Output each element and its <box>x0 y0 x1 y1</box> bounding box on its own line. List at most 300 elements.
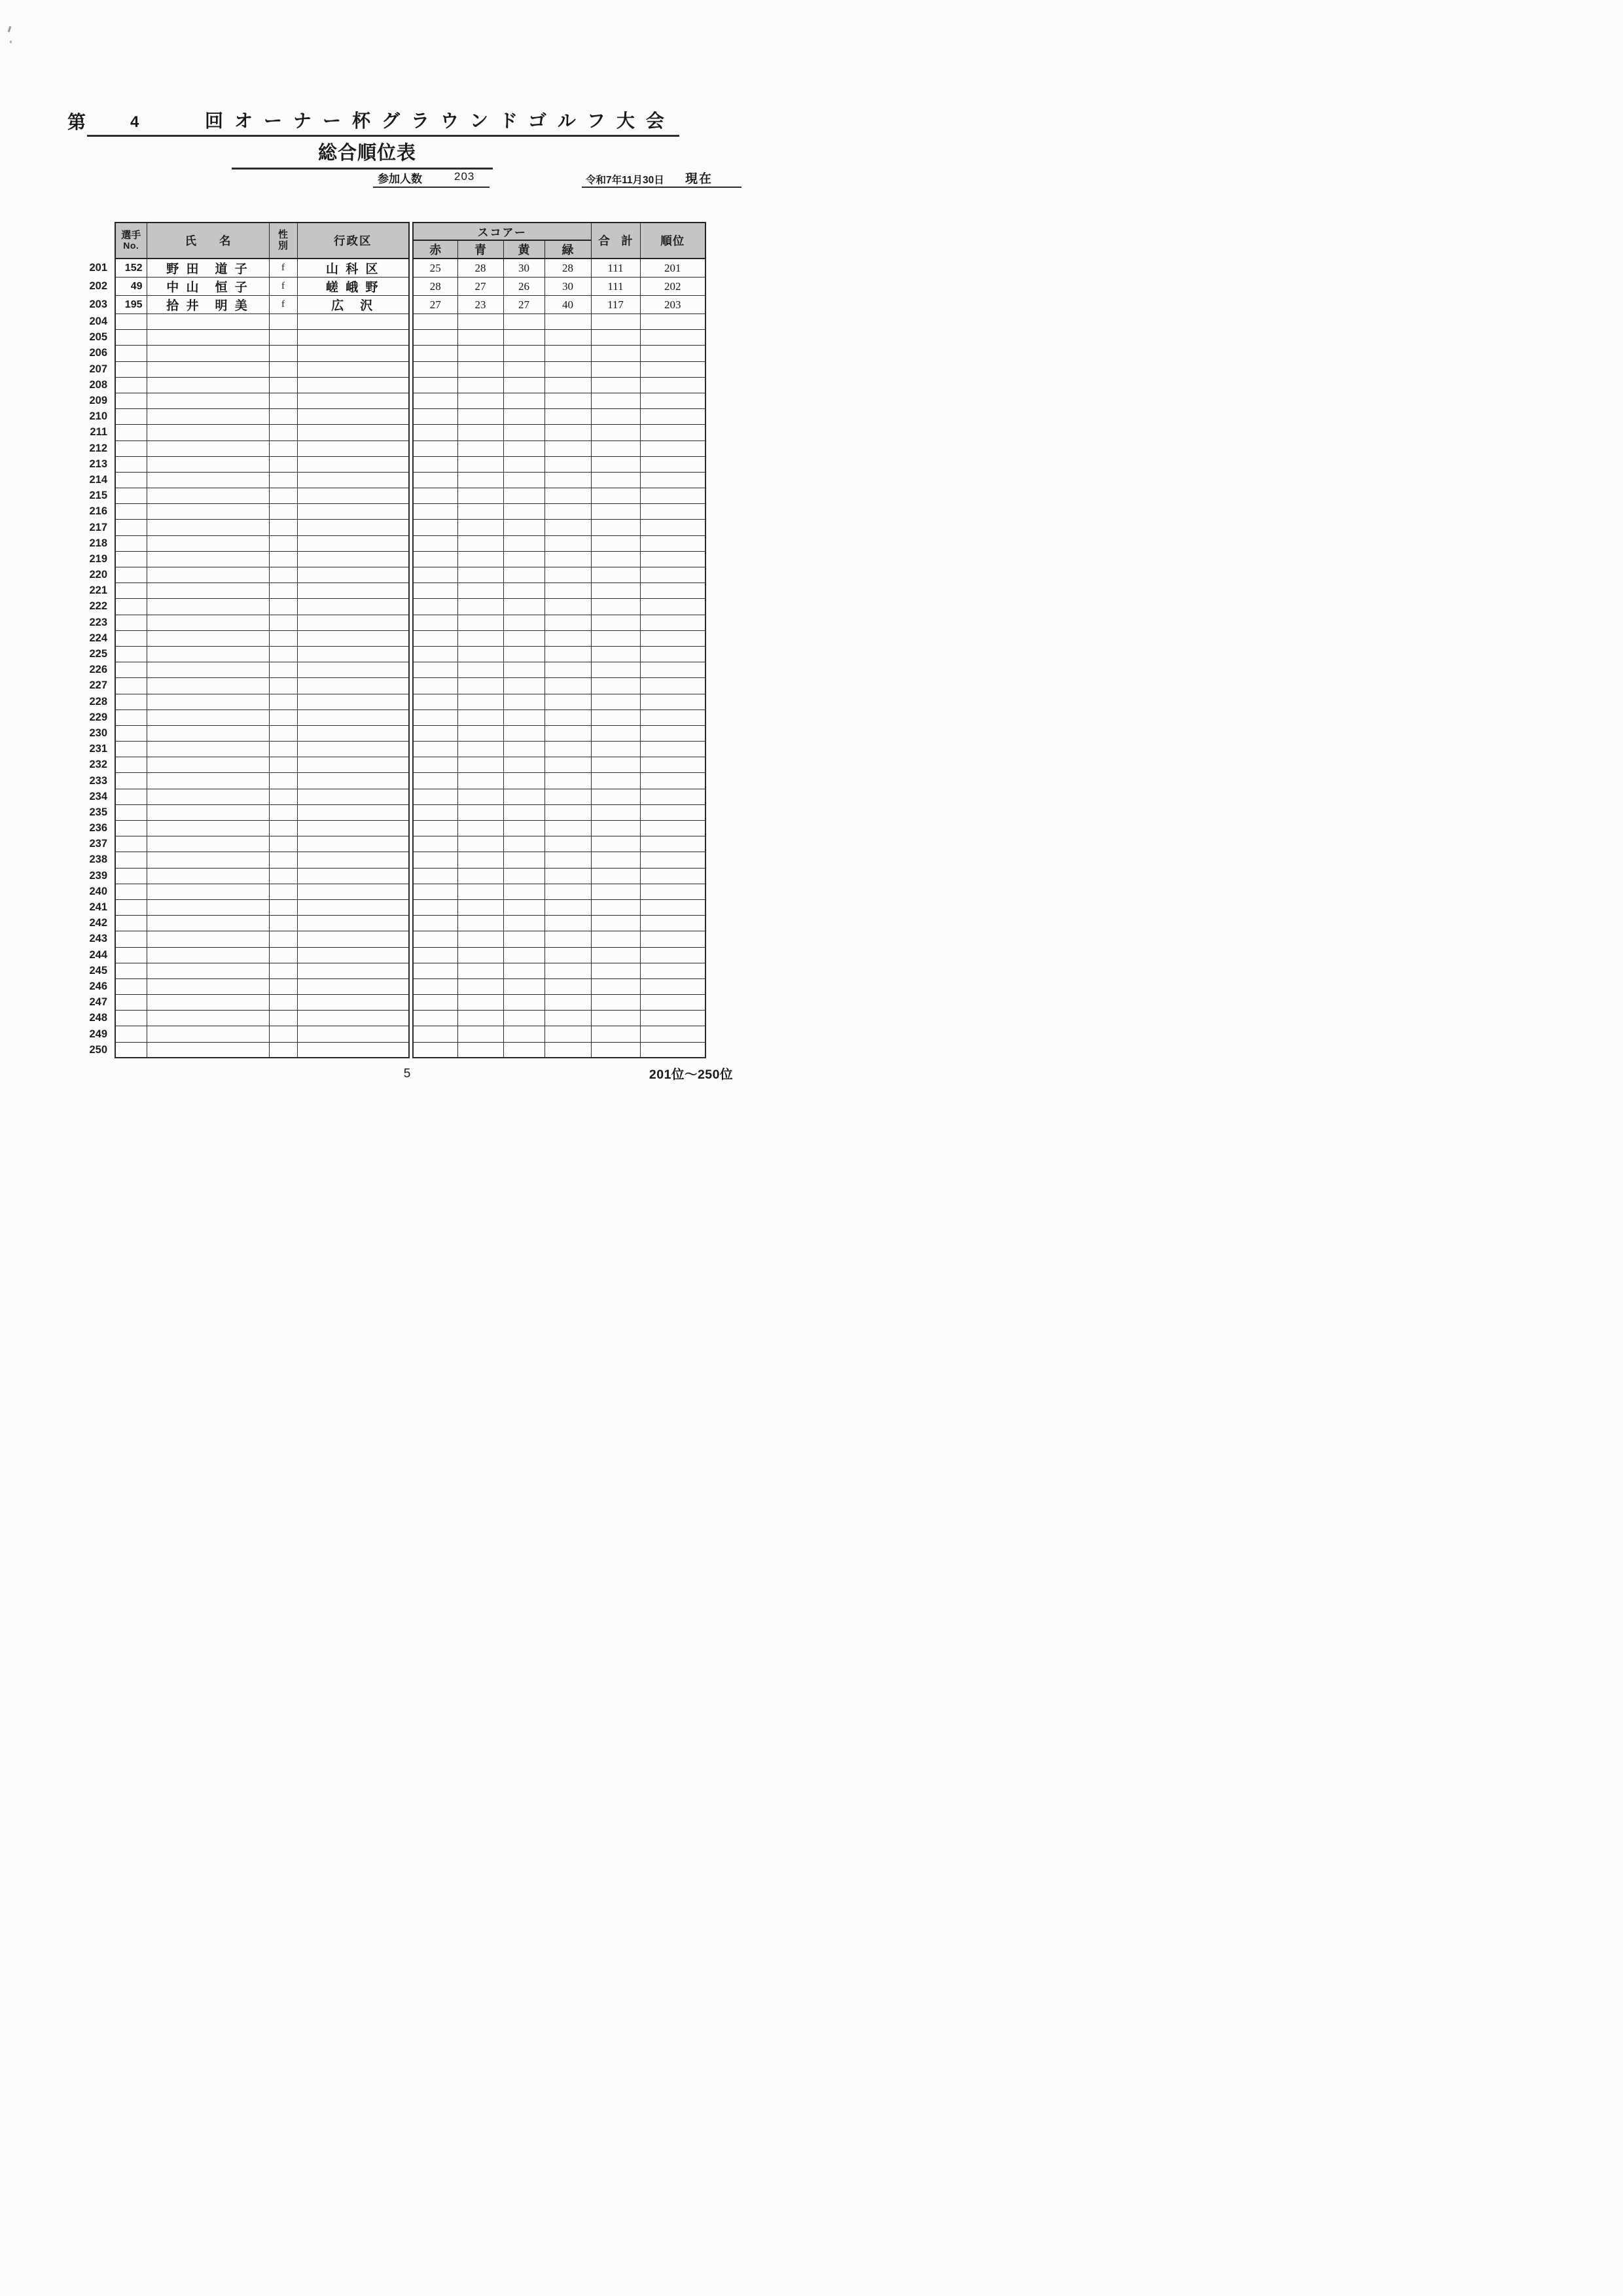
cell-name <box>147 488 269 504</box>
cell-score-blue <box>457 978 503 994</box>
cell-score-red <box>413 314 457 330</box>
cell-district: 山 科 区 <box>297 259 409 278</box>
cell-player-no <box>115 346 147 361</box>
table-row <box>79 409 705 425</box>
cell-name <box>147 931 269 947</box>
cell-name <box>147 583 269 599</box>
cell-total <box>591 868 640 884</box>
cell-player-no <box>115 472 147 488</box>
cell-name <box>147 884 269 899</box>
cell-rank <box>640 630 705 646</box>
cell-score-green <box>544 440 591 456</box>
cell-name <box>147 377 269 393</box>
cell-name <box>147 916 269 931</box>
cell-score-blue <box>457 409 503 425</box>
cell-player-no <box>115 1011 147 1026</box>
cell-score-blue <box>457 916 503 931</box>
cell-total <box>591 472 640 488</box>
cell-score-green <box>544 504 591 520</box>
cell-total <box>591 1026 640 1042</box>
cell-player-no <box>115 535 147 551</box>
cell-player-no <box>115 836 147 852</box>
cell-gender <box>269 409 297 425</box>
cell-name <box>147 836 269 852</box>
cell-total <box>591 931 640 947</box>
cell-score-green <box>544 742 591 757</box>
cell-rank <box>640 472 705 488</box>
cell-player-no <box>115 520 147 535</box>
cell-score-green <box>544 916 591 931</box>
row-number: 250 <box>89 1043 107 1056</box>
cell-score-blue <box>457 804 503 820</box>
cell-district <box>297 725 409 741</box>
cell-score-green <box>544 899 591 915</box>
cell-gender <box>269 789 297 804</box>
cell-rank <box>640 1026 705 1042</box>
cell-rank <box>640 821 705 836</box>
cell-score-green <box>544 535 591 551</box>
cell-rank <box>640 836 705 852</box>
cell-total <box>591 615 640 630</box>
cell-player-no <box>115 978 147 994</box>
cell-district <box>297 472 409 488</box>
col-header-player-no-line1: 選手 <box>121 229 141 241</box>
cell-score-red <box>413 821 457 836</box>
cell-score-red: 27 <box>413 296 457 314</box>
cell-name <box>147 821 269 836</box>
cell-gender <box>269 662 297 678</box>
col-header-player-no <box>115 223 147 259</box>
cell-score-green <box>544 630 591 646</box>
cell-player-no <box>115 789 147 804</box>
table-row <box>79 440 705 456</box>
cell-gender <box>269 377 297 393</box>
cell-score-green <box>544 852 591 868</box>
cell-gender <box>269 456 297 472</box>
cell-rank <box>640 995 705 1011</box>
cell-score-red <box>413 551 457 567</box>
cell-score-blue <box>457 773 503 789</box>
cell-total: 111 <box>591 259 640 278</box>
cell-score-red <box>413 615 457 630</box>
cell-score-red <box>413 678 457 694</box>
cell-district <box>297 377 409 393</box>
cell-score-red <box>413 393 457 408</box>
cell-score-red <box>413 330 457 346</box>
col-header-score-yellow: 黄 <box>503 240 544 259</box>
table-row <box>79 646 705 662</box>
row-number: 205 <box>89 331 107 344</box>
cell-score-green <box>544 947 591 963</box>
cell-score-yellow <box>503 836 544 852</box>
cell-name <box>147 742 269 757</box>
cell-district <box>297 931 409 947</box>
cell-score-green <box>544 821 591 836</box>
cell-rank <box>640 742 705 757</box>
col-header-gender-line1: 性 <box>277 229 288 240</box>
cell-district <box>297 899 409 915</box>
cell-score-yellow <box>503 868 544 884</box>
cell-score-yellow <box>503 884 544 899</box>
cell-score-blue <box>457 1011 503 1026</box>
cell-district <box>297 1042 409 1058</box>
cell-score-blue <box>457 393 503 408</box>
table-row <box>79 583 705 599</box>
cell-rank <box>640 773 705 789</box>
row-number: 244 <box>89 948 107 961</box>
cell-district <box>297 567 409 583</box>
cell-total <box>591 425 640 440</box>
cell-score-yellow <box>503 709 544 725</box>
cell-name <box>147 520 269 535</box>
cell-player-no <box>115 995 147 1011</box>
row-number: 229 <box>89 711 107 723</box>
cell-score-blue: 28 <box>457 259 503 278</box>
cell-score-green <box>544 346 591 361</box>
cell-score-yellow <box>503 488 544 504</box>
cell-district <box>297 425 409 440</box>
cell-score-blue <box>457 678 503 694</box>
table-row <box>79 836 705 852</box>
row-number: 209 <box>89 395 107 407</box>
col-header-player-no-line2: No. <box>123 240 139 251</box>
cell-total <box>591 488 640 504</box>
cell-score-red <box>413 995 457 1011</box>
row-number: 215 <box>89 490 107 502</box>
cell-player-no <box>115 1042 147 1058</box>
cell-gender <box>269 425 297 440</box>
cell-total <box>591 742 640 757</box>
cell-score-green <box>544 456 591 472</box>
cell-score-yellow <box>503 520 544 535</box>
table-row <box>79 899 705 915</box>
table-row <box>79 916 705 931</box>
cell-rank <box>640 646 705 662</box>
cell-district <box>297 615 409 630</box>
row-number: 214 <box>89 473 107 486</box>
cell-player-no <box>115 804 147 820</box>
cell-score-green <box>544 425 591 440</box>
scan-artifact <box>8 26 12 32</box>
cell-district <box>297 1011 409 1026</box>
cell-name: 拾 井 明 美 <box>147 296 269 314</box>
cell-gender <box>269 978 297 994</box>
cell-name <box>147 978 269 994</box>
cell-score-yellow <box>503 615 544 630</box>
cell-score-blue <box>457 456 503 472</box>
cell-gender <box>269 1026 297 1042</box>
table-row <box>79 773 705 789</box>
table-row <box>79 1026 705 1042</box>
cell-name <box>147 393 269 408</box>
col-header-gender-line2: 別 <box>277 240 288 251</box>
row-number: 226 <box>89 664 107 676</box>
cell-score-red <box>413 725 457 741</box>
table-row <box>79 1042 705 1058</box>
cell-total <box>591 346 640 361</box>
cell-score-blue <box>457 694 503 709</box>
cell-name <box>147 472 269 488</box>
scan-artifact <box>10 41 12 43</box>
col-header-score-blue: 青 <box>457 240 503 259</box>
table-row <box>79 630 705 646</box>
table-row <box>79 995 705 1011</box>
cell-gender <box>269 868 297 884</box>
cell-score-green <box>544 789 591 804</box>
cell-score-yellow <box>503 821 544 836</box>
cell-score-blue <box>457 709 503 725</box>
table-row <box>79 504 705 520</box>
cell-rank <box>640 868 705 884</box>
cell-gender <box>269 599 297 615</box>
cell-score-red <box>413 440 457 456</box>
cell-player-no <box>115 963 147 978</box>
cell-total <box>591 567 640 583</box>
cell-player-no <box>115 678 147 694</box>
cell-score-yellow <box>503 583 544 599</box>
cell-score-blue <box>457 488 503 504</box>
cell-score-green <box>544 1042 591 1058</box>
cell-player-no: 152 <box>115 259 147 278</box>
cell-player-no <box>115 440 147 456</box>
cell-score-yellow <box>503 346 544 361</box>
cell-gender <box>269 314 297 330</box>
table-row <box>79 551 705 567</box>
cell-score-green <box>544 978 591 994</box>
table-row <box>79 821 705 836</box>
cell-player-no: 49 <box>115 278 147 296</box>
cell-district <box>297 963 409 978</box>
cell-district <box>297 393 409 408</box>
cell-score-green <box>544 567 591 583</box>
row-number: 227 <box>89 679 107 692</box>
cell-score-blue <box>457 1026 503 1042</box>
cell-score-blue <box>457 884 503 899</box>
cell-district <box>297 947 409 963</box>
cell-district <box>297 409 409 425</box>
scanned-document-page <box>0 0 812 1148</box>
cell-total <box>591 456 640 472</box>
cell-gender: f <box>269 259 297 278</box>
row-number: 247 <box>89 996 107 1009</box>
cell-player-no <box>115 757 147 773</box>
cell-player-no <box>115 868 147 884</box>
cell-score-red <box>413 361 457 377</box>
cell-score-yellow <box>503 330 544 346</box>
cell-total: 111 <box>591 278 640 296</box>
cell-district <box>297 488 409 504</box>
cell-gender <box>269 995 297 1011</box>
cell-district <box>297 1026 409 1042</box>
cell-district <box>297 678 409 694</box>
cell-gender <box>269 852 297 868</box>
cell-total <box>591 821 640 836</box>
cell-player-no <box>115 773 147 789</box>
row-number: 246 <box>89 980 107 992</box>
cell-score-red <box>413 488 457 504</box>
cell-total <box>591 504 640 520</box>
table-body <box>79 259 705 1058</box>
cell-rank <box>640 899 705 915</box>
cell-score-green: 30 <box>544 278 591 296</box>
cell-total <box>591 393 640 408</box>
cell-total <box>591 678 640 694</box>
cell-player-no <box>115 646 147 662</box>
cell-score-blue <box>457 535 503 551</box>
cell-total <box>591 789 640 804</box>
cell-district <box>297 821 409 836</box>
table-row <box>79 963 705 978</box>
cell-player-no <box>115 742 147 757</box>
cell-name <box>147 1011 269 1026</box>
cell-score-blue <box>457 662 503 678</box>
cell-name <box>147 314 269 330</box>
row-number: 237 <box>89 838 107 850</box>
cell-player-no <box>115 615 147 630</box>
ranking-table <box>79 222 706 1058</box>
cell-rank <box>640 725 705 741</box>
col-header-rank: 順位 <box>640 223 705 259</box>
cell-gender <box>269 615 297 630</box>
cell-score-blue <box>457 361 503 377</box>
cell-score-red <box>413 916 457 931</box>
cell-name <box>147 504 269 520</box>
cell-name <box>147 615 269 630</box>
cell-score-red <box>413 694 457 709</box>
cell-gender <box>269 963 297 978</box>
row-number: 249 <box>89 1028 107 1040</box>
cell-score-yellow <box>503 504 544 520</box>
cell-name <box>147 678 269 694</box>
cell-gender <box>269 520 297 535</box>
cell-rank <box>640 504 705 520</box>
cell-rank <box>640 804 705 820</box>
cell-name <box>147 995 269 1011</box>
cell-rank <box>640 346 705 361</box>
row-number: 220 <box>89 569 107 581</box>
cell-score-green <box>544 773 591 789</box>
cell-total <box>591 520 640 535</box>
cell-name <box>147 963 269 978</box>
cell-player-no <box>115 725 147 741</box>
row-number: 211 <box>90 426 107 439</box>
cell-score-blue <box>457 963 503 978</box>
cell-score-blue <box>457 789 503 804</box>
row-number: 236 <box>89 822 107 834</box>
cell-rank <box>640 916 705 931</box>
cell-rank <box>640 947 705 963</box>
cell-score-yellow: 26 <box>503 278 544 296</box>
row-number: 230 <box>89 726 107 739</box>
cell-score-blue <box>457 583 503 599</box>
cell-gender <box>269 836 297 852</box>
cell-score-blue <box>457 646 503 662</box>
cell-score-yellow <box>503 963 544 978</box>
cell-score-blue <box>457 947 503 963</box>
cell-district <box>297 599 409 615</box>
title-tournament-number: 4 <box>130 113 139 131</box>
cell-score-green <box>544 361 591 377</box>
cell-name <box>147 599 269 615</box>
cell-score-yellow: 30 <box>503 259 544 278</box>
participants-label: 参加人数 <box>378 173 422 185</box>
cell-rank <box>640 963 705 978</box>
cell-name <box>147 709 269 725</box>
table-header <box>79 223 705 259</box>
cell-name <box>147 725 269 741</box>
row-number: 216 <box>89 505 107 518</box>
date-suffix: 現在 <box>685 172 713 186</box>
cell-gender <box>269 916 297 931</box>
cell-gender <box>269 330 297 346</box>
row-number: 243 <box>89 933 107 945</box>
cell-score-red <box>413 583 457 599</box>
cell-score-blue <box>457 1042 503 1058</box>
cell-player-no <box>115 393 147 408</box>
cell-player-no <box>115 488 147 504</box>
cell-name <box>147 646 269 662</box>
cell-score-red <box>413 520 457 535</box>
row-number: 206 <box>89 347 107 359</box>
cell-player-no <box>115 662 147 678</box>
cell-name <box>147 899 269 915</box>
cell-score-green <box>544 804 591 820</box>
row-number: 221 <box>89 584 107 597</box>
cell-district <box>297 773 409 789</box>
cell-district <box>297 804 409 820</box>
row-number: 218 <box>89 537 107 549</box>
cell-score-yellow <box>503 440 544 456</box>
cell-score-red <box>413 1026 457 1042</box>
cell-score-green <box>544 1026 591 1042</box>
cell-player-no <box>115 456 147 472</box>
cell-score-red <box>413 789 457 804</box>
cell-total <box>591 804 640 820</box>
cell-score-yellow <box>503 742 544 757</box>
cell-score-blue <box>457 821 503 836</box>
cell-player-no <box>115 852 147 868</box>
cell-gender <box>269 742 297 757</box>
cell-rank <box>640 456 705 472</box>
table-row <box>79 725 705 741</box>
col-header-district: 行政区 <box>297 223 409 259</box>
cell-player-no <box>115 899 147 915</box>
cell-player-no <box>115 709 147 725</box>
cell-player-no <box>115 567 147 583</box>
cell-score-yellow <box>503 789 544 804</box>
cell-district <box>297 916 409 931</box>
cell-score-green <box>544 963 591 978</box>
row-number: 238 <box>89 853 107 866</box>
cell-gender <box>269 931 297 947</box>
cell-rank <box>640 583 705 599</box>
cell-total <box>591 709 640 725</box>
cell-name <box>147 868 269 884</box>
cell-gender <box>269 709 297 725</box>
cell-district <box>297 361 409 377</box>
col-header-score-red: 赤 <box>413 240 457 259</box>
row-number: 203 <box>89 298 107 310</box>
cell-name <box>147 757 269 773</box>
cell-gender <box>269 646 297 662</box>
cell-score-red <box>413 978 457 994</box>
cell-district <box>297 646 409 662</box>
cell-district <box>297 757 409 773</box>
cell-rank <box>640 599 705 615</box>
cell-score-yellow <box>503 393 544 408</box>
cell-rank <box>640 377 705 393</box>
cell-score-yellow <box>503 646 544 662</box>
